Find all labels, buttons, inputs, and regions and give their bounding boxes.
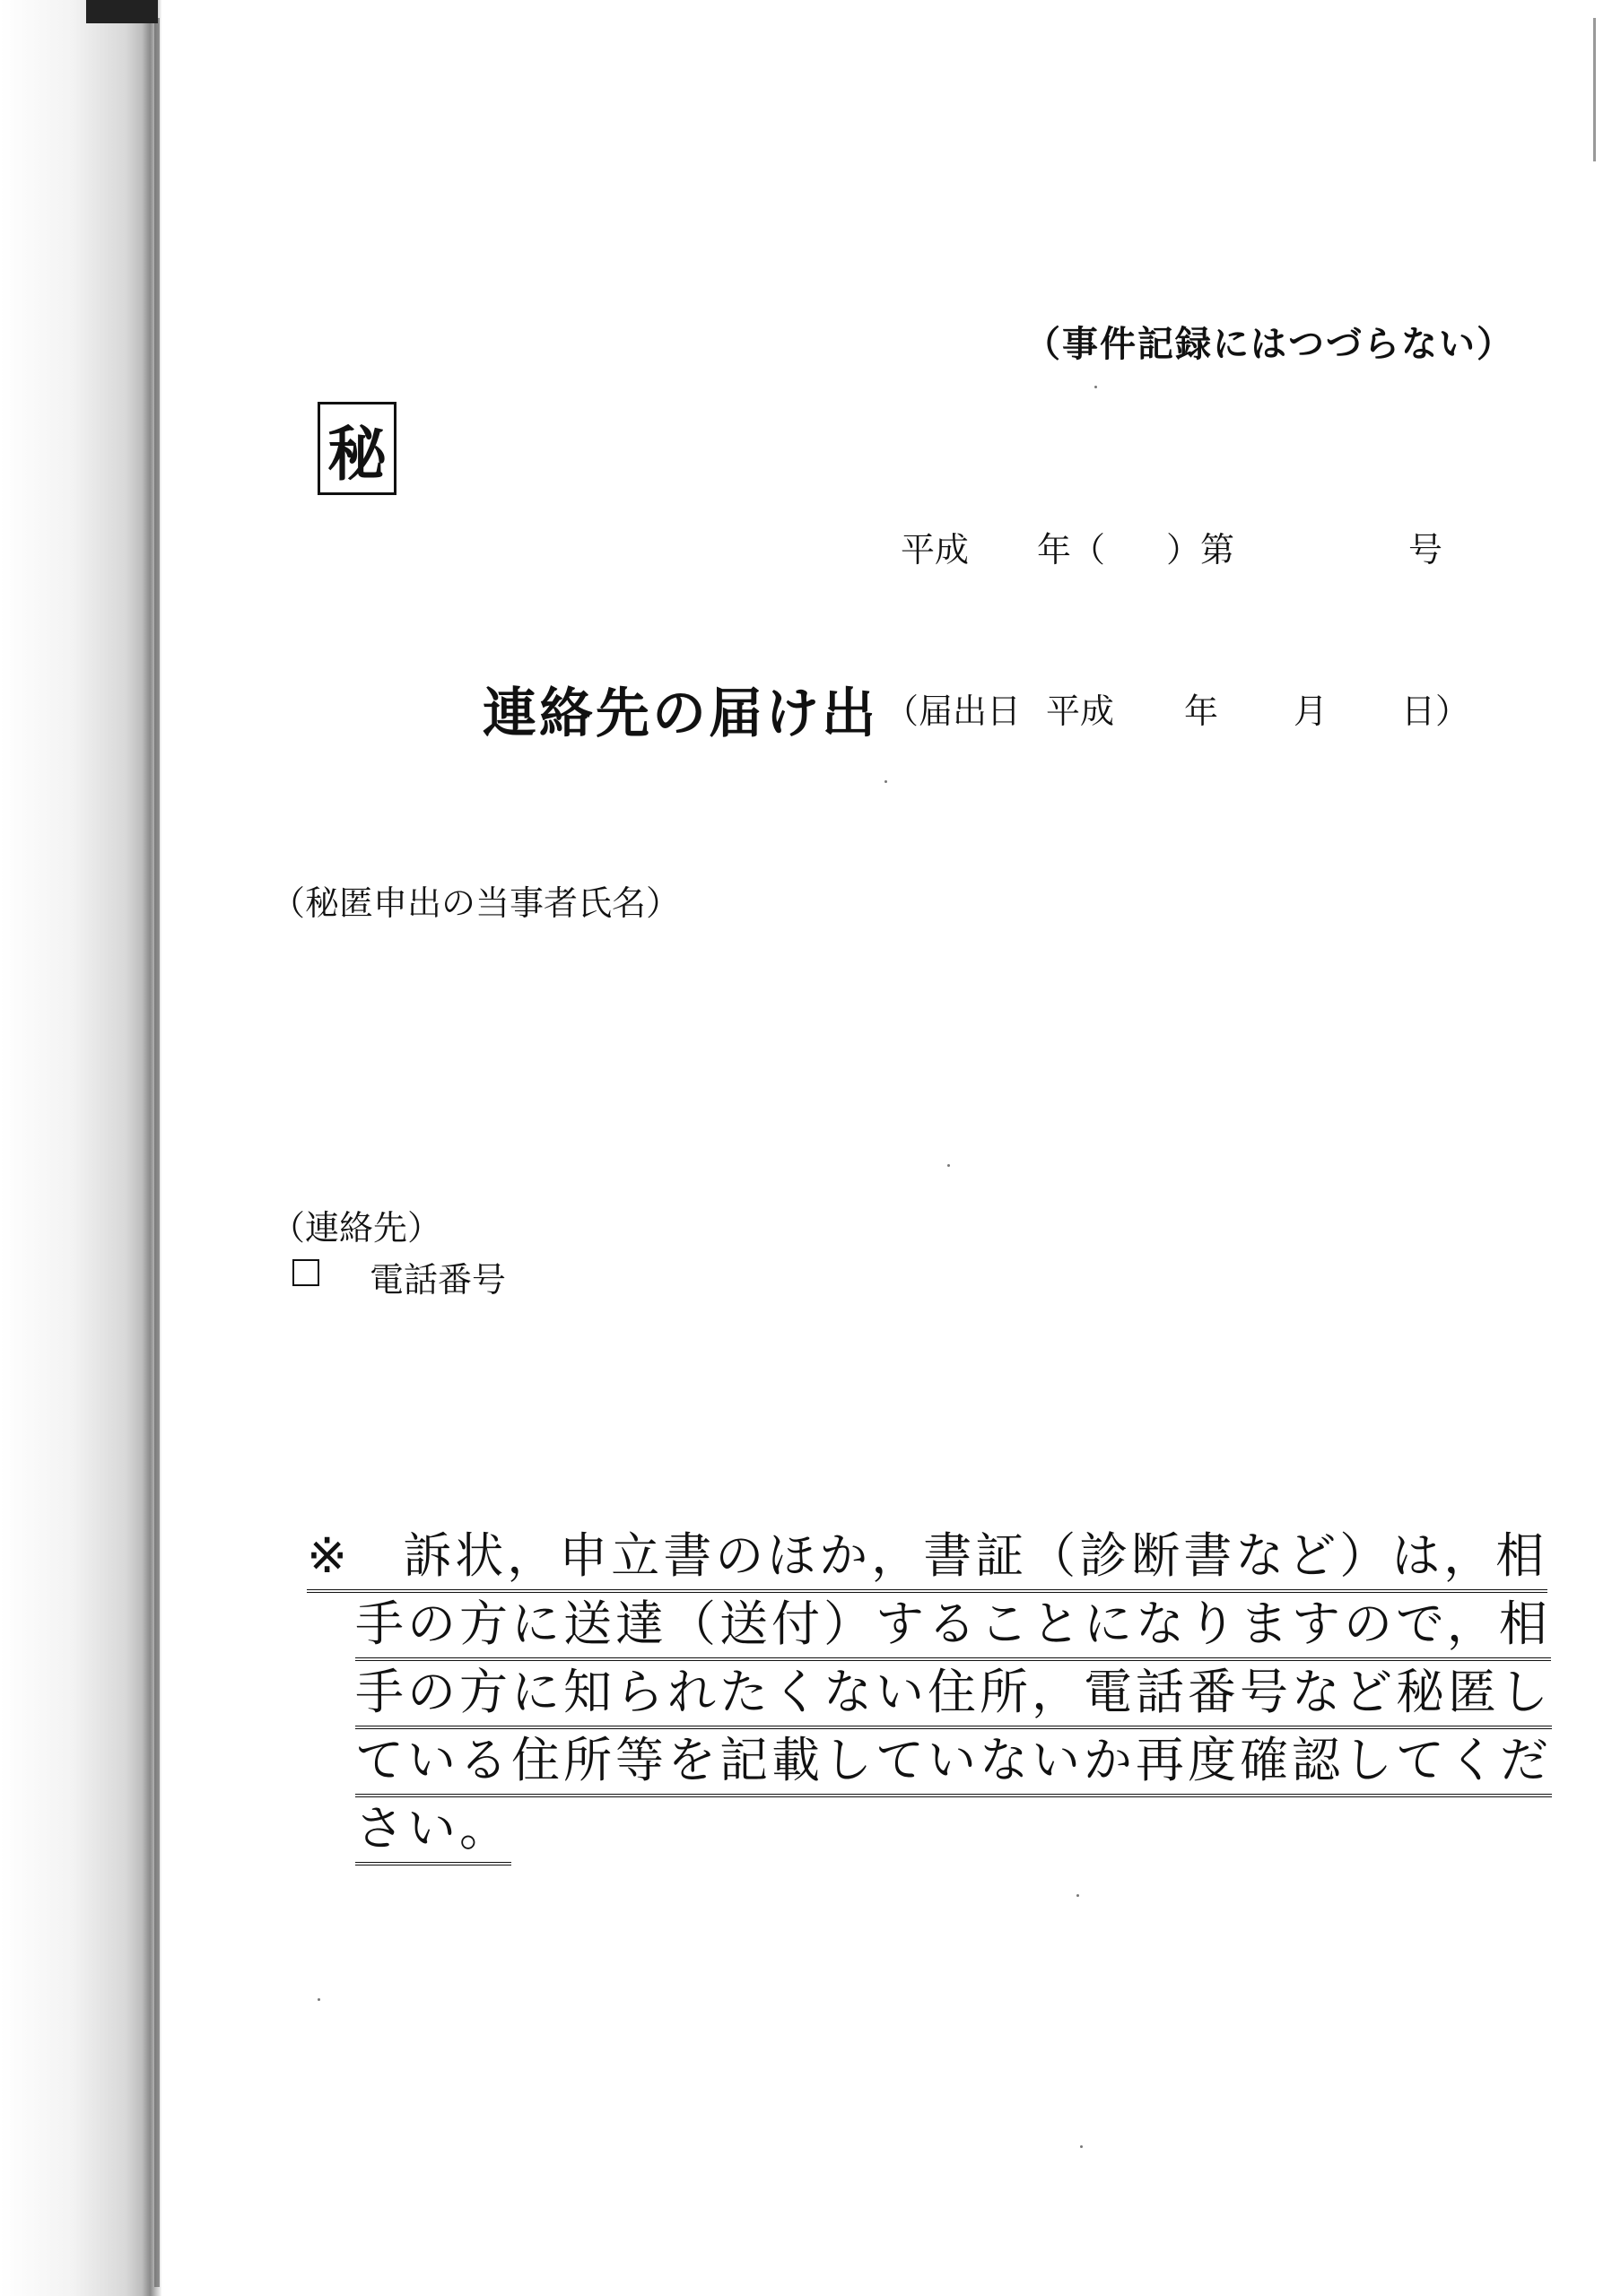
notice-text-4: ている住所等を記載していないか再度確認してくだ [355, 1722, 1552, 1797]
case-type: ）第 [1166, 530, 1235, 570]
notice-text-3: 手の方に知られたくない住所，電話番号など秘匿し [355, 1654, 1552, 1729]
notice-text-2: 手の方に送達（送付）することになりますので，相 [355, 1586, 1551, 1661]
case-number: 号 [1408, 530, 1443, 570]
filing-date-era: 平成 [1046, 691, 1115, 731]
notice-line-1 [307, 1518, 1547, 1593]
binding-edge [154, 18, 160, 2287]
filing-date-day: 日） [1401, 691, 1470, 731]
case-year: 年（ [1037, 530, 1106, 570]
page-title: 連絡先の届け出 [483, 683, 878, 745]
notice-line-5 [355, 1790, 511, 1866]
notice-text-1: 訴状，申立書のほか，書証（診断書など）は，相 [403, 1527, 1548, 1584]
scan-speck [884, 780, 887, 783]
filing-date-year: 年 [1184, 691, 1219, 731]
notice-text-5: さい。 [355, 1790, 511, 1866]
notice-line-3 [355, 1654, 1552, 1729]
notice-mark-underlined [307, 1518, 1547, 1593]
phone-option-label: 電話番号 [370, 1260, 507, 1300]
notice-line-4 [355, 1722, 1552, 1797]
scan-speck [1076, 1894, 1079, 1897]
phone-checkbox[interactable] [292, 1259, 319, 1286]
secret-stamp [318, 402, 396, 495]
right-edge-mark [1593, 18, 1596, 161]
scan-speck [1094, 386, 1097, 388]
corner-scan-mark [86, 0, 158, 23]
scan-speck [318, 1998, 320, 2001]
notice-mark: ※ [307, 1527, 352, 1584]
party-name-label: （秘匿申出の当事者氏名） [271, 883, 681, 923]
scan-speck [1080, 2145, 1083, 2148]
secret-mark: 秘 [327, 418, 387, 489]
filing-date-month: 月 [1294, 691, 1329, 731]
notice-line-2 [355, 1586, 1551, 1661]
header-note: （事件記録にはつづらない） [1024, 324, 1514, 365]
filing-date-open: （届出日 [884, 691, 1022, 731]
case-era: 平成 [901, 530, 970, 570]
binding-shadow [0, 0, 161, 2296]
scan-speck [947, 1164, 950, 1167]
contact-label: （連絡先） [271, 1208, 442, 1248]
